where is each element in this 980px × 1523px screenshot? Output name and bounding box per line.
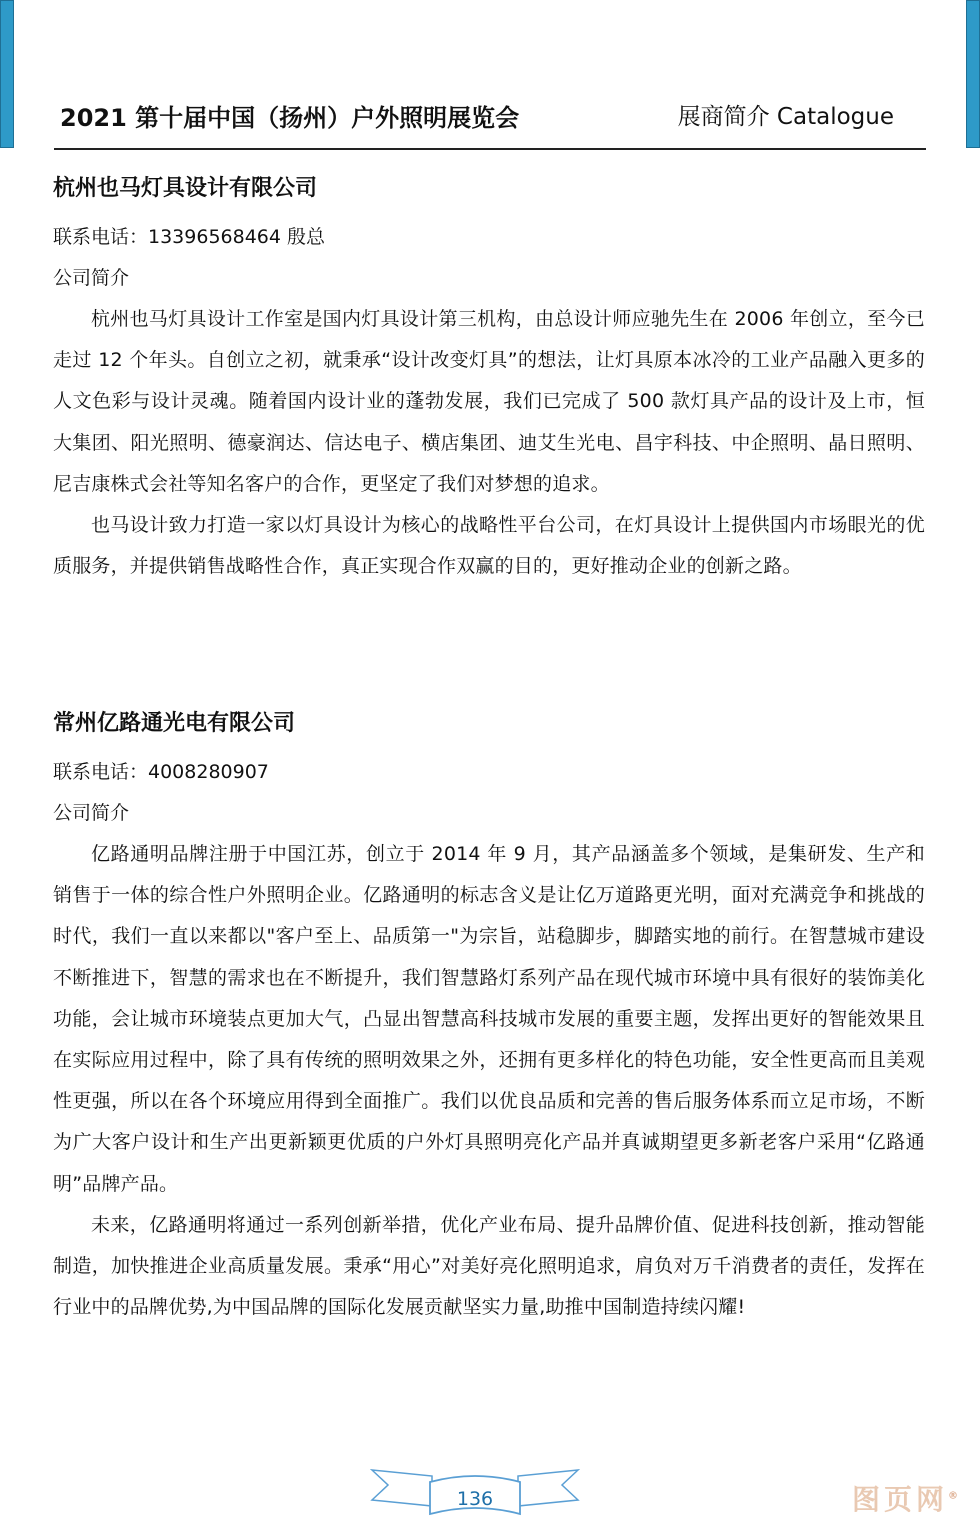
- catalogue-label: 展商简介 Catalogue: [677, 104, 894, 130]
- intro-label: 公司简介: [53, 267, 130, 289]
- page-footer: [370, 1462, 580, 1522]
- page-header: [54, 98, 926, 132]
- intro-paragraph: 亿路通明品牌注册于中国江苏，创立于 2014 年 9 月，其产品涵盖多个领域，是集研发、生产和销售于一体的综合性户外照明企业。亿路通明的标志含义是让亿万道路更光明，面对充满竞争和挑战的时代，我们一直以来都以"客户至上、品质第一"为宗旨，站稳脚步，脚踏实地的前行。在智慧城市建设不断推进下，智慧的需求也在不断提升，我们智慧路灯系列产品在现代城市环境中具有很好的装饰美化功能，会让城市环境装点更加大气，凸显出智慧高科技城市发展的重要主题，发挥出更好的智能效果且在实际应用过程中，除了具有传统的照明效果之外，还拥有更多样化的特色功能，安全性更高而且美观性更强，所以在各个环境应用得到全面推广。我们以优良品质和完善的售后服务体系而立足市场，不断为广大客户设计和生产出更新颖更优质的户外灯具照明亮化产品并真诚期望更多新老客户采用“亿路通明”品牌产品。: [53, 843, 925, 1195]
- intro-paragraph: 也马设计致力打造一家以灯具设计为核心的战略性平台公司，在灯具设计上提供国内市场眼光的优质服务，并提供销售战略性合作，真正实现合作双赢的目的，更好推动企业的创新之路。: [53, 514, 925, 578]
- registered-mark: ®: [948, 1490, 962, 1502]
- watermark: [852, 1478, 962, 1518]
- page-number: 136: [456, 1488, 494, 1510]
- contact-line: 联系电话：13396568464 殷总: [53, 226, 326, 248]
- exhibition-title: 2021 第十届中国（扬州）户外照明展览会: [60, 104, 520, 132]
- intro-paragraph: 未来，亿路通明将通过一系列创新举措，优化产业布局、提升品牌价值、促进科技创新，推动智能制造，加快推进企业高质量发展。秉承“用心”对美好亮化照明追求，肩负对万千消费者的责任，发挥在行业中的品牌优势,为中国品牌的国际化发展贡献坚实力量,助推中国制造持续闪耀!: [53, 1213, 925, 1319]
- watermark-text: 图页网: [851, 1483, 948, 1516]
- contact-line: 联系电话：4008280907: [53, 761, 269, 783]
- company-section-yilutong: [53, 708, 925, 1328]
- header-divider: [54, 148, 926, 150]
- company-name: 杭州也马灯具设计有限公司: [53, 176, 318, 201]
- intro-label: 公司简介: [53, 802, 130, 824]
- intro-paragraph: 杭州也马灯具设计工作室是国内灯具设计第三机构，由总设计师应驰先生在 2006 年创立，至今已走过 12 个年头。自创立之初，就秉承“设计改变灯具”的想法，让灯具原本冰冷的工业产品融入更多的人文色彩与设计灵魂。随着国内设计业的蓬勃发展，我们已完成了 500 款灯具产品的设计及上市，恒大集团、阳光照明、德豪润达、信达电子、横店集团、迪艾生光电、昌宇科技、中企照明、晶日照明、尼吉康株式会社等知名客户的合作，更坚定了我们对梦想的追求。: [53, 308, 925, 495]
- left-edge-bar: [0, 0, 14, 148]
- company-section-yema: [53, 173, 925, 587]
- right-edge-bar: [966, 0, 980, 148]
- company-name: 常州亿路通光电有限公司: [53, 711, 296, 736]
